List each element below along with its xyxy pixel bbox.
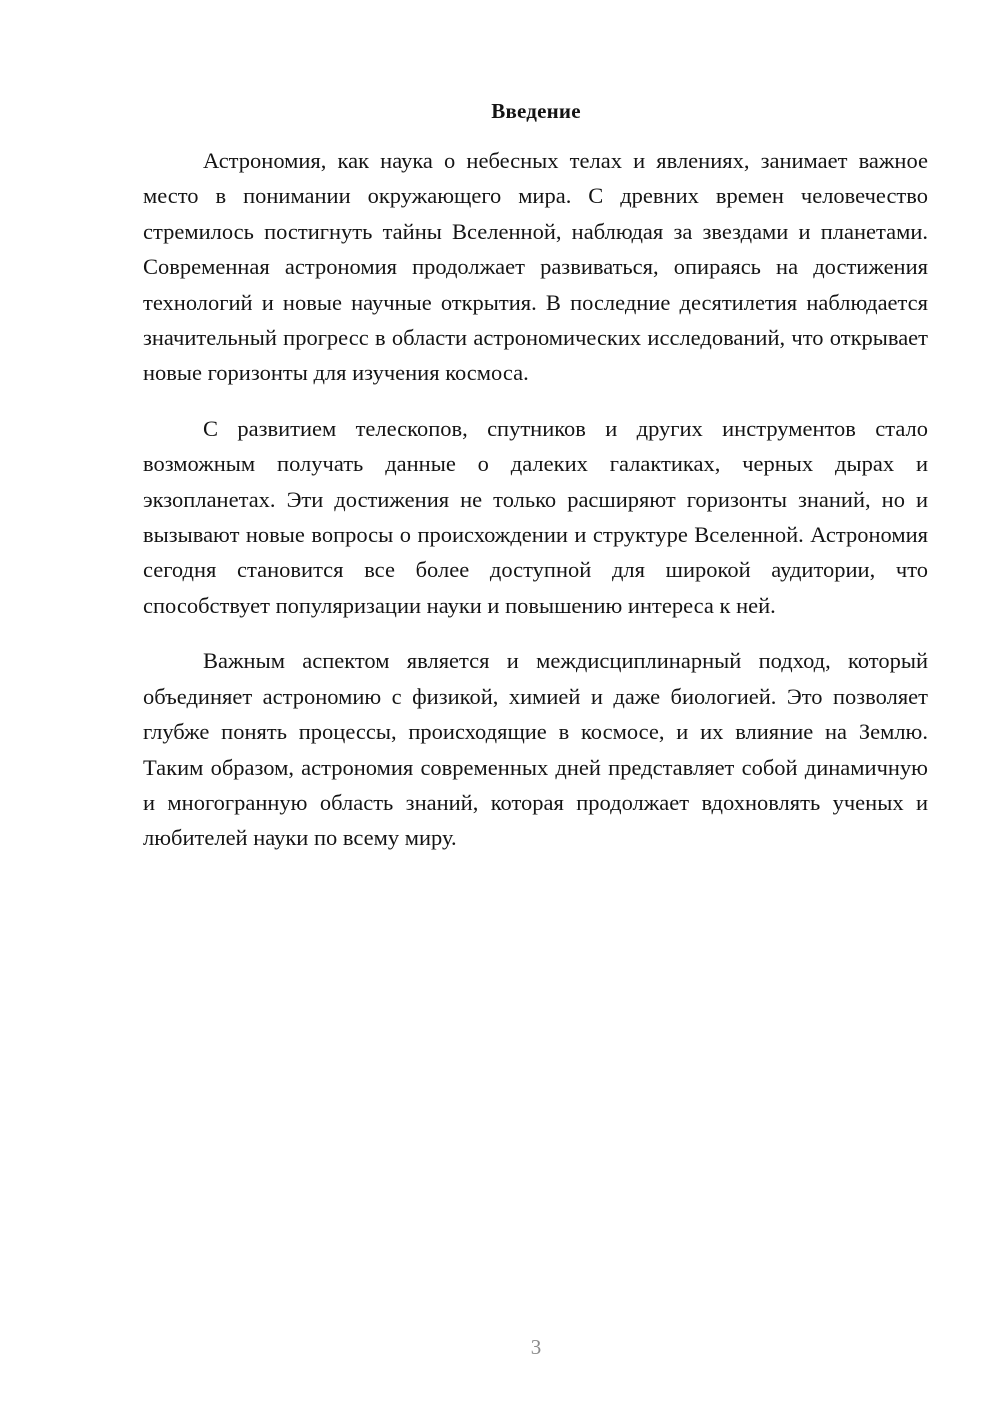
- page-number: 3: [530, 1335, 542, 1359]
- paragraph-1: Астрономия, как наука о небесных телах и явлениях, занимает важное место в понимании окружающего мира. С древних времен человечество стремилось постигнуть тайны Вселенной, наблюдая за звездами и планетами. Современная астрономия продолжает развиваться, опираясь на достижения технологий и новые научные открытия. В последние десятилетия наблюдается значительный прогресс в области астрономических исследований, что открывает новые горизонты для изучения космоса.: [143, 148, 928, 386]
- section-heading: Введение: [491, 99, 581, 123]
- paragraph-3: Важным аспектом является и междисциплинарный подход, который объединяет астрономию с физикой, химией и даже биологией. Это позволяет глубже понять процессы, происходящие в космосе, и их влияние на Землю. Таким образом, астрономия современных дней представляет собой динамичную и многогранную область знаний, которая продолжает вдохновлять ученых и любителей науки по всему миру.: [143, 648, 928, 851]
- paragraph-2: С развитием телескопов, спутников и других инструментов стало возможным получать данные о далеких галактиках, черных дырах и экзопланетах. Эти достижения не только расширяют горизонты знаний, но и вызывают новые вопросы о происхождении и структуре Вселенной. Астрономия сегодня становится все более доступной для широкой аудитории, что способствует популяризации науки и повышению интереса к ней.: [143, 415, 928, 618]
- body-text: [143, 143, 928, 876]
